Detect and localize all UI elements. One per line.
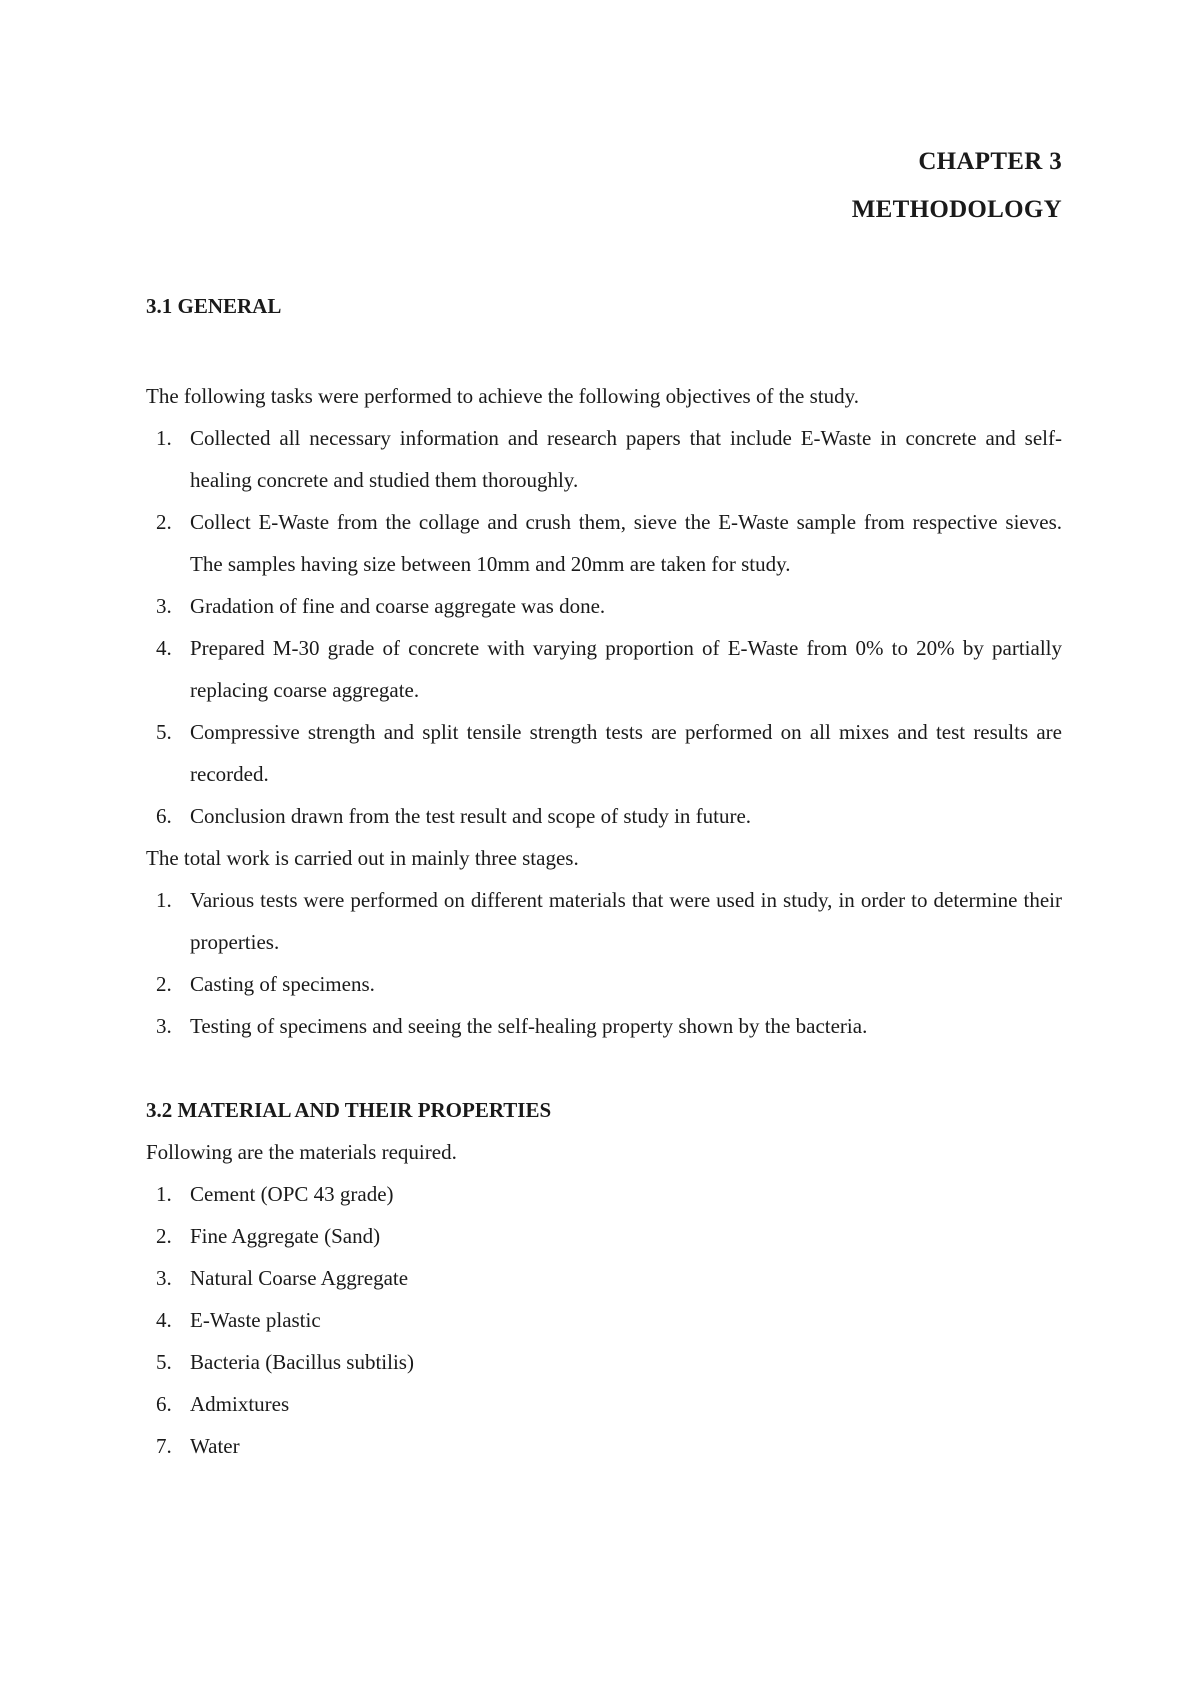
list-item-text: Collected all necessary information and research papers that include E-Waste in concrete and self-healing concrete and studied them thoroughly. bbox=[190, 426, 1062, 492]
chapter-number: CHAPTER 3 bbox=[918, 148, 1062, 175]
list-item bbox=[146, 1257, 1062, 1299]
list-item-number: 4. bbox=[156, 636, 172, 660]
list-item-text: E-Waste plastic bbox=[190, 1308, 321, 1332]
list-item-number: 7. bbox=[156, 1434, 172, 1458]
list-item bbox=[146, 711, 1062, 795]
list-item bbox=[146, 585, 1062, 627]
list-item-text: Compressive strength and split tensile strength tests are performed on all mixes and test results are recorded. bbox=[190, 720, 1062, 786]
stages-intro-paragraph: The total work is carried out in mainly three stages. bbox=[146, 846, 579, 870]
list-item-number: 1. bbox=[156, 888, 172, 912]
list-item-text: Collect E-Waste from the collage and crush them, sieve the E-Waste sample from respective sieves. The samples having size between 10mm and 20mm are taken for study. bbox=[190, 510, 1062, 576]
list-item-text: Gradation of fine and coarse aggregate was done. bbox=[190, 594, 606, 618]
list-item-number: 3. bbox=[156, 594, 172, 618]
list-item-text: Casting of specimens. bbox=[190, 972, 375, 996]
list-item bbox=[146, 1425, 1062, 1467]
section-heading-general: 3.1 GENERAL bbox=[146, 294, 282, 318]
list-item-number: 3. bbox=[156, 1266, 172, 1290]
materials-intro-paragraph: Following are the materials required. bbox=[146, 1140, 457, 1164]
list-item-text: Bacteria (Bacillus subtilis) bbox=[190, 1350, 414, 1374]
list-item bbox=[146, 963, 1062, 1005]
list-item-number: 5. bbox=[156, 1350, 172, 1374]
list-item-text: Conclusion drawn from the test result and scope of study in future. bbox=[190, 804, 752, 828]
list-item bbox=[146, 1341, 1062, 1383]
chapter-title: METHODOLOGY bbox=[851, 196, 1062, 223]
list-item bbox=[146, 879, 1062, 963]
list-item-number: 6. bbox=[156, 1392, 172, 1416]
list-item-text: Cement (OPC 43 grade) bbox=[190, 1182, 394, 1206]
list-item bbox=[146, 795, 1062, 837]
list-item-number: 1. bbox=[156, 426, 172, 450]
list-item-number: 2. bbox=[156, 972, 172, 996]
list-item-text: Fine Aggregate (Sand) bbox=[190, 1224, 381, 1248]
list-item-number: 1. bbox=[156, 1182, 172, 1206]
list-item-text: Prepared M-30 grade of concrete with varying proportion of E-Waste from 0% to 20% by partially replacing coarse aggregate. bbox=[190, 636, 1062, 702]
list-item bbox=[146, 417, 1062, 501]
list-item bbox=[146, 501, 1062, 585]
list-item-number: 3. bbox=[156, 1014, 172, 1038]
list-item-number: 6. bbox=[156, 804, 172, 828]
list-item bbox=[146, 1005, 1062, 1047]
list-item-number: 5. bbox=[156, 720, 172, 744]
list-item bbox=[146, 1173, 1062, 1215]
list-item-text: Natural Coarse Aggregate bbox=[190, 1266, 409, 1290]
list-item-number: 2. bbox=[156, 510, 172, 534]
stages-list bbox=[146, 879, 1062, 1047]
list-item-text: Water bbox=[190, 1434, 240, 1458]
tasks-list bbox=[146, 417, 1062, 837]
list-item-text: Admixtures bbox=[190, 1392, 290, 1416]
list-item-text: Various tests were performed on different materials that were used in study, in order to determine their properties. bbox=[190, 888, 1062, 954]
document-page bbox=[146, 0, 1062, 1698]
section-heading-materials: 3.2 MATERIAL AND THEIR PROPERTIES bbox=[146, 1098, 552, 1122]
list-item-text: Testing of specimens and seeing the self-healing property shown by the bacteria. bbox=[190, 1014, 868, 1038]
list-item bbox=[146, 1299, 1062, 1341]
list-item-number: 4. bbox=[156, 1308, 172, 1332]
materials-list bbox=[146, 1173, 1062, 1467]
list-item bbox=[146, 627, 1062, 711]
list-item bbox=[146, 1215, 1062, 1257]
general-intro-paragraph: The following tasks were performed to achieve the following objectives of the study. bbox=[146, 384, 860, 408]
list-item bbox=[146, 1383, 1062, 1425]
list-item-number: 2. bbox=[156, 1224, 172, 1248]
